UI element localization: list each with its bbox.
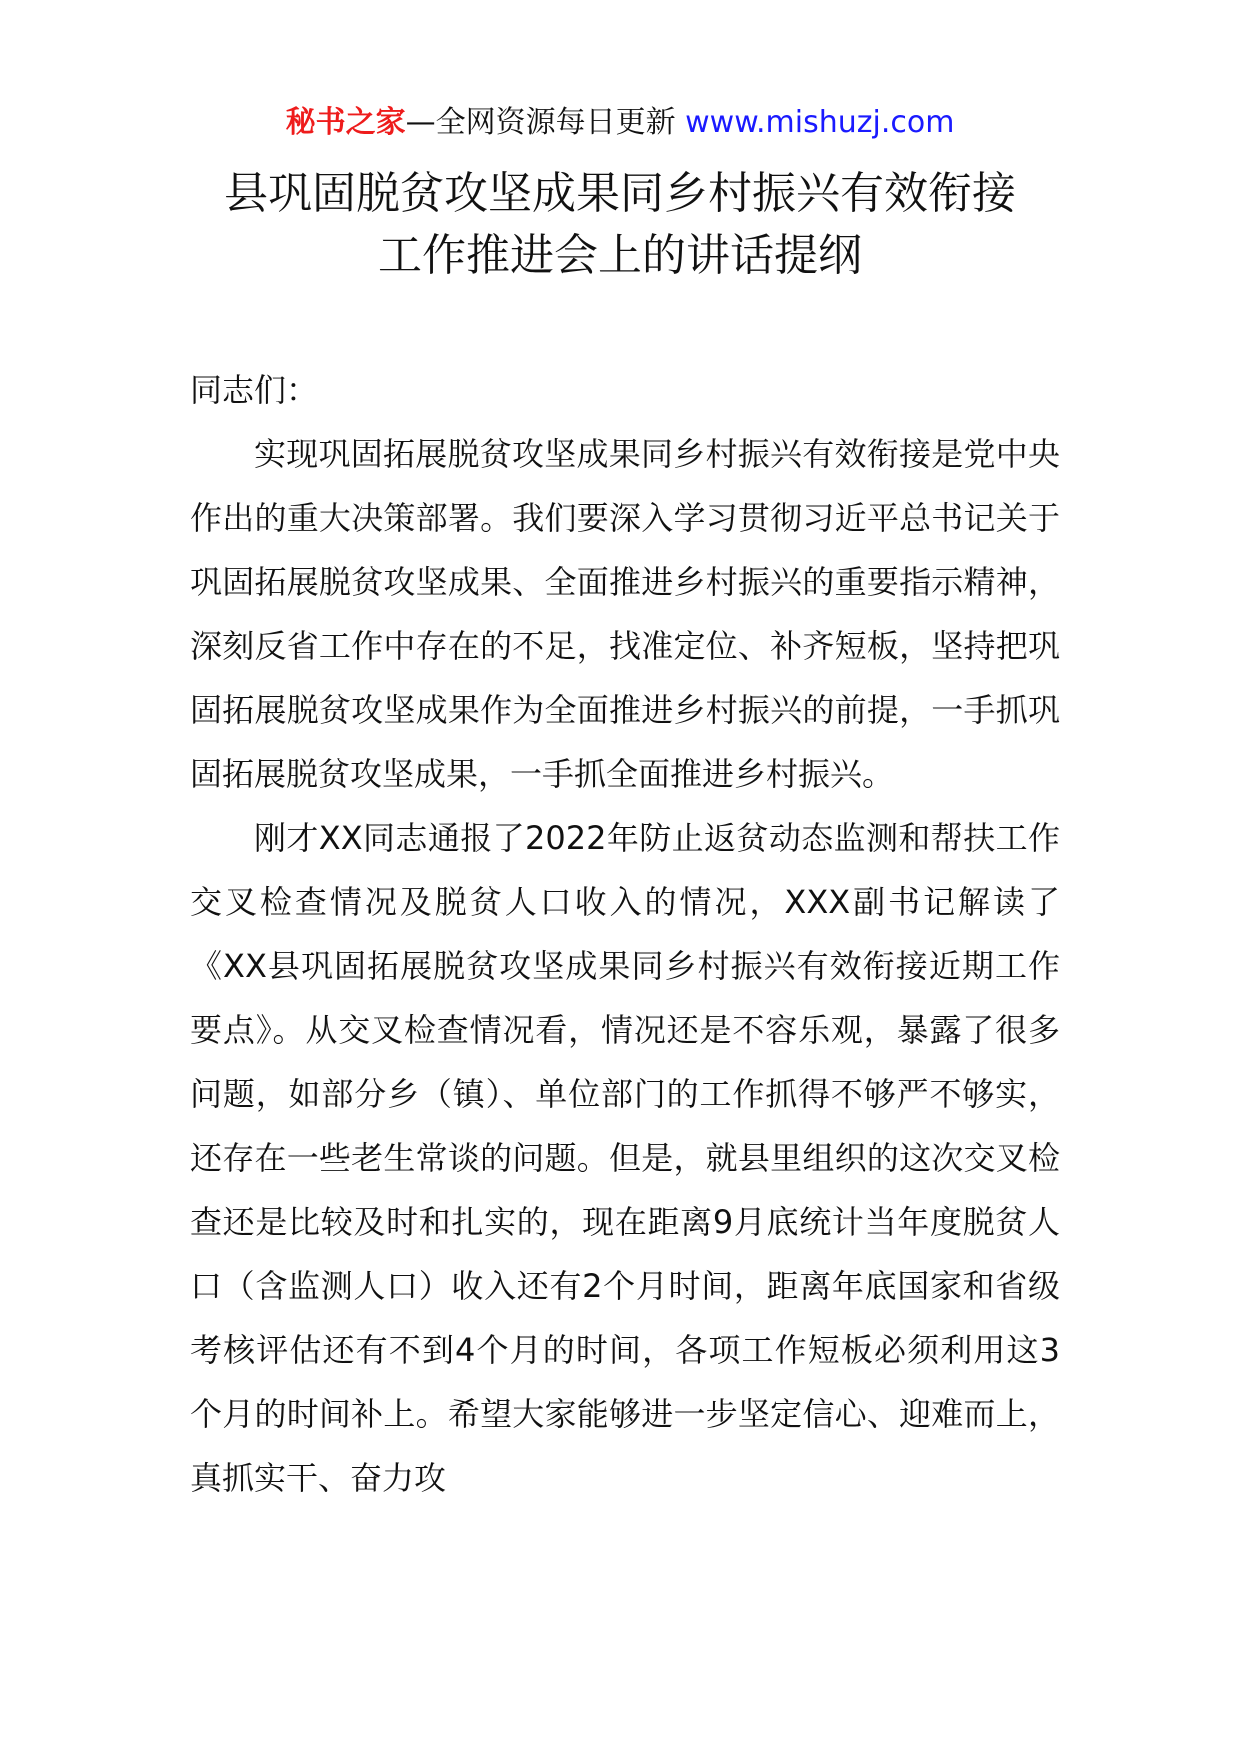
document-body [190, 358, 1060, 1510]
site-header [0, 103, 1240, 143]
header-brand: 秘书之家 [285, 105, 406, 140]
document-title [150, 163, 1090, 287]
title-line-2: 工作推进会上的讲话提纲 [378, 230, 862, 281]
salutation: 同志们： [190, 371, 319, 409]
paragraph-1: 实现巩固拓展脱贫攻坚成果同乡村振兴有效衔接是党中央作出的重大决策部署。我们要深入学习贯彻习近平总书记关于巩固拓展脱贫攻坚成果、全面推进乡村振兴的重要指示精神，深刻反省工作中存在的不足，找准定位、补齐短板，坚持把巩固拓展脱贫攻坚成果作为全面推进乡村振兴的前提，一手抓巩固拓展脱贫攻坚成果，一手抓全面推进乡村振兴。 [190, 435, 1060, 793]
paragraph-2: 刚才XX同志通报了2022年防止返贫动态监测和帮扶工作交叉检查情况及脱贫人口收入的情况，XXX副书记解读了《XX县巩固拓展脱贫攻坚成果同乡村振兴有效衔接近期工作要点》。从交叉检查情况看，情况还是不容乐观，暴露了很多问题，如部分乡（镇）、单位部门的工作抓得不够严不够实，还存在一些老生常谈的问题。但是，就县里组织的这次交叉检查还是比较及时和扎实的，现在距离9月底统计当年度脱贫人口（含监测人口）收入还有2个月时间，距离年底国家和省级考核评估还有不到4个月的时间，各项工作短板必须利用这3个月的时间补上。希望大家能够进一步坚定信心、迎难而上，真抓实干、奋力攻 [190, 819, 1060, 1497]
header-url-link[interactable]: www.mishuzj.com [685, 105, 955, 140]
header-tagline: —全网资源每日更新 [405, 105, 686, 140]
title-line-1: 县巩固脱贫攻坚成果同乡村振兴有效衔接 [224, 168, 1016, 219]
